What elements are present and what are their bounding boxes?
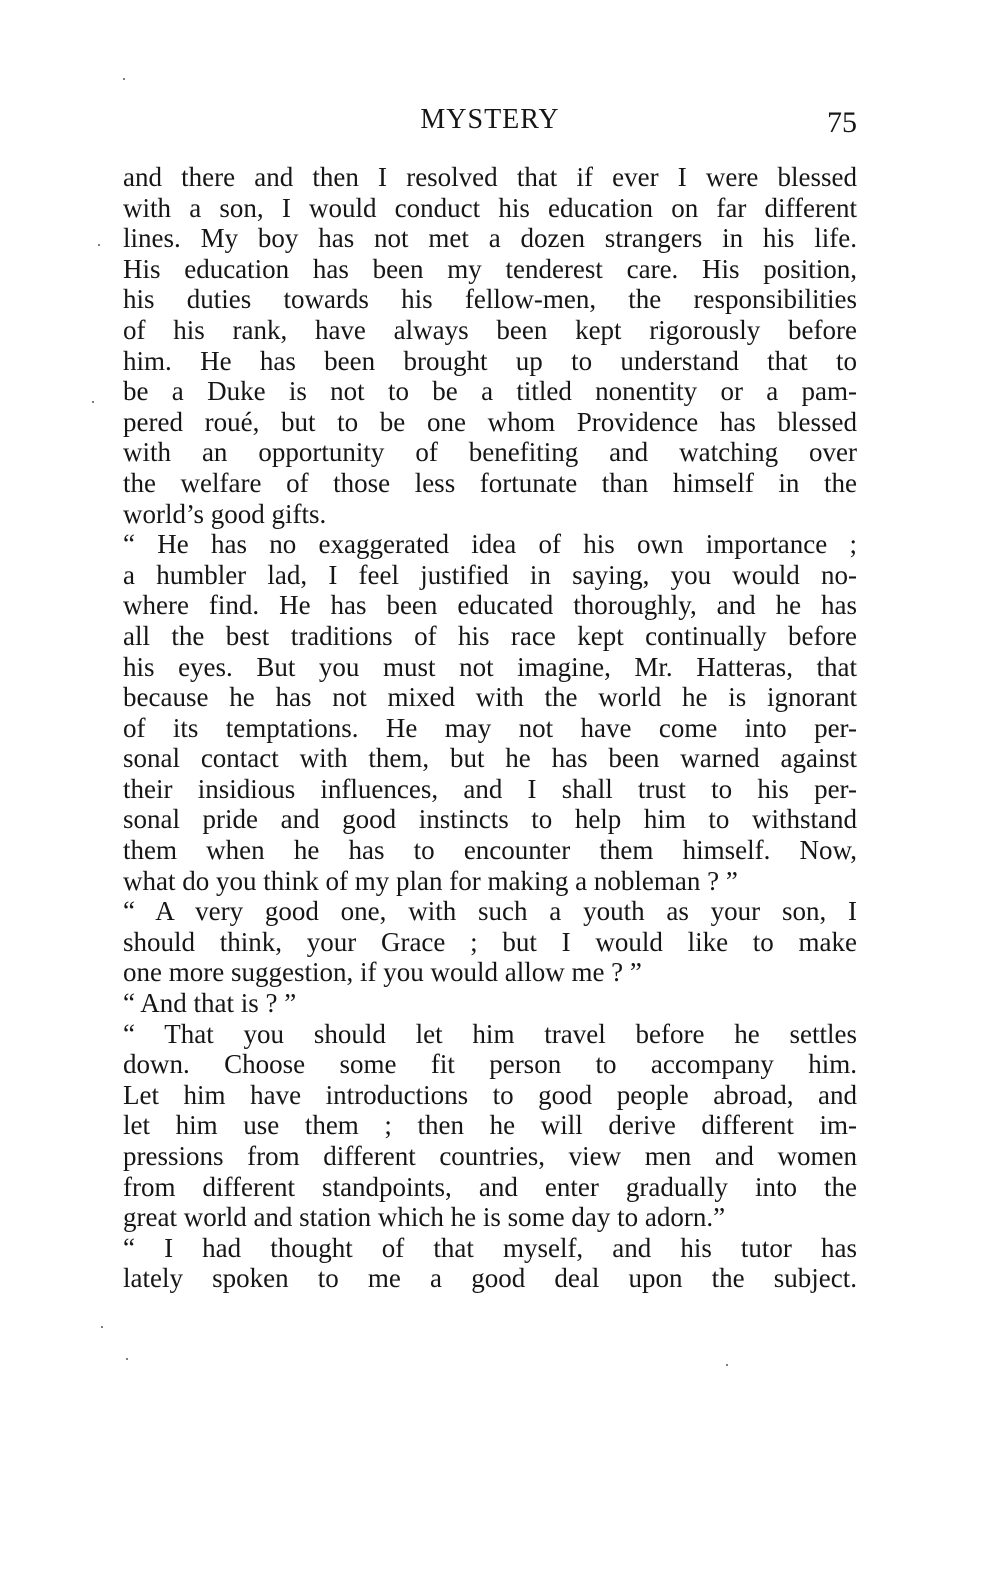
text-line: great world and station which he is some day to adorn.” <box>123 1202 726 1233</box>
scan-speck <box>92 401 94 403</box>
text-line: down. Choose some fit person to accompany him. <box>123 1049 857 1080</box>
text-line: and there and then I resolved that if ever I were blessed <box>123 162 857 192</box>
text-line: what do you think of my plan for making a nobleman ? ” <box>123 865 738 896</box>
body-text <box>123 162 857 1294</box>
text-line: pered roué, but to be one whom Providence has blessed <box>123 406 857 437</box>
text-line: let him use them ; then he will derive different im- <box>123 1110 857 1141</box>
running-head <box>123 100 857 144</box>
text-line: “ A very good one, with such a youth as your son, I <box>123 896 857 927</box>
text-line: his eyes. But you must not imagine, Mr. Hatteras, that <box>123 651 857 682</box>
page-number: 75 <box>827 106 857 139</box>
text-line: sonal contact with them, but he has been warned against <box>123 743 857 774</box>
text-line: of its temptations. He may not have come into per- <box>123 712 857 743</box>
text-line: lines. My boy has not met a dozen strangers in his life. <box>123 223 857 254</box>
text-line: world’s good gifts. <box>123 498 327 529</box>
text-line: Let him have introductions to good people abroad, and <box>123 1079 857 1110</box>
scan-speck <box>123 78 125 80</box>
scan-speck <box>126 1358 128 1360</box>
text-line: sonal pride and good instincts to help him to withstand <box>123 804 857 835</box>
scan-speck <box>98 244 100 246</box>
text-line: from different standpoints, and enter gradually into the <box>123 1171 857 1202</box>
text-line: “ That you should let him travel before he settles <box>123 1018 857 1049</box>
scan-speck <box>101 1326 103 1328</box>
text-line: pressions from different countries, view men and women <box>123 1141 857 1171</box>
text-line: him. He has been brought up to understand that to <box>123 345 857 376</box>
text-line: where find. He has been educated thoroughly, and he has <box>123 590 857 621</box>
text-line: one more suggestion, if you would allow me ? ” <box>123 957 642 988</box>
text-line: with an opportunity of benefiting and watching over <box>123 437 857 468</box>
text-line: because he has not mixed with the world he is ignorant <box>123 682 857 713</box>
text-line: their insidious influences, and I shall trust to his per- <box>123 773 857 804</box>
text-line: be a Duke is not to be a titled nonentity or a pam- <box>123 376 857 407</box>
text-line: “ I had thought of that myself, and his tutor has <box>123 1232 857 1263</box>
scan-speck <box>726 1364 728 1366</box>
text-line: all the best traditions of his race kept continually before <box>123 620 857 651</box>
text-line: lately spoken to me a good deal upon the subject. <box>123 1263 857 1294</box>
text-line: “ And that is ? ” <box>123 988 297 1019</box>
text-line: “ He has no exaggerated idea of his own importance ; <box>123 529 857 560</box>
running-title: MYSTERY <box>420 104 560 135</box>
text-line: should think, your Grace ; but I would like to make <box>123 926 857 957</box>
text-line: the welfare of those less fortunate than himself in the <box>123 467 857 498</box>
text-line: them when he has to encounter them himself. Now, <box>123 835 857 866</box>
text-line: His education has been my tenderest care. His position, <box>123 253 857 284</box>
text-line: of his rank, have always been kept rigorously before <box>123 314 857 345</box>
text-line: a humbler lad, I feel justified in saying, you would no- <box>123 559 857 590</box>
text-line: with a son, I would conduct his education on far different <box>123 192 857 223</box>
text-line: his duties towards his fellow-men, the responsibilities <box>123 284 857 315</box>
